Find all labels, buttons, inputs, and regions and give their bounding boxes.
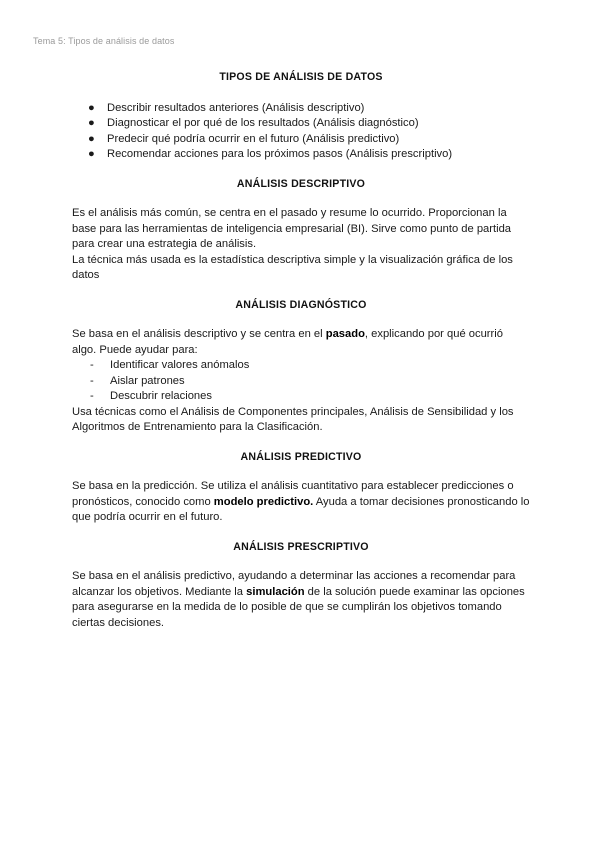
descriptivo-paragraph-1: Es el análisis más común, se centra en el pasado y resume lo ocurrido. Proporcionan la base para las herramientas de inteligencia empresarial (BI). Sirve como punto de partida para crear una estrategia de análisis. — [72, 207, 512, 250]
text-run: Ayuda a tomar decisiones pronosticando lo que podría ocurrir en el futuro. — [72, 495, 530, 523]
document-body — [72, 70, 530, 631]
list-item — [72, 374, 530, 390]
bullet-icon: ● — [88, 132, 95, 145]
list-item — [70, 147, 530, 163]
diagnostico-paragraph-2: Usa técnicas como el Análisis de Componentes principales, Análisis de Sensibilidad y los Algoritmos de Entrenamiento para la Clasificación. — [72, 405, 514, 433]
diagnostico-paragraph-1 — [72, 327, 530, 358]
list-item-text: Diagnosticar el por qué de los resultados (Análisis diagnóstico) — [107, 117, 419, 129]
dash-marker: - — [90, 390, 94, 402]
list-item — [72, 389, 530, 405]
list-item — [70, 101, 530, 117]
list-item-text: Describir resultados anteriores (Análisis descriptivo) — [107, 101, 365, 114]
text-run: , explicando por qué ocurrió algo. Puede ayudar para: — [72, 328, 503, 356]
descriptivo-paragraph-2: La técnica más usada es la estadística descriptiva simple y la visualización gráfica de los datos — [72, 253, 513, 281]
bold-term: simulación — [246, 585, 305, 598]
running-header: Tema 5: Tipos de análisis de datos — [33, 36, 175, 46]
text-run: Se basa en el análisis descriptivo y se centra en el — [72, 328, 326, 340]
list-item — [70, 132, 530, 148]
document-title: TIPOS DE ANÁLISIS DE DATOS — [219, 71, 383, 83]
bullet-icon: ● — [88, 117, 95, 129]
list-item-text: Identificar valores anómalos — [110, 359, 250, 371]
list-item-text: Recomendar acciones para los próximos pasos (Análisis prescriptivo) — [107, 148, 453, 160]
diagnostico-dash-list — [72, 358, 530, 405]
bold-term: pasado — [325, 328, 365, 340]
section-heading-predictivo: ANÁLISIS PREDICTIVO — [240, 450, 362, 463]
section-heading-prescriptivo: ANÁLISIS PRESCRIPTIVO — [233, 540, 369, 553]
list-item-text: Predecir qué podría ocurrir en el futuro (Análisis predictivo) — [107, 132, 400, 145]
text-run: Se basa en la predicción. Se utiliza el análisis cuantitativo para establecer predicciones o pronósticos, conocido como — [72, 480, 514, 508]
dash-marker: - — [90, 359, 94, 371]
dash-marker: - — [90, 374, 94, 387]
list-item — [70, 116, 530, 132]
predictivo-paragraph-1 — [72, 479, 530, 526]
intro-bullet-list — [72, 101, 530, 163]
list-item-text: Descubrir relaciones — [110, 390, 212, 402]
list-item-text: Aislar patrones — [110, 374, 185, 387]
bullet-icon: ● — [88, 148, 95, 160]
text-run: Se basa en el análisis predictivo, ayudando a determinar las acciones a recomendar para alcanzar los objetivos. Mediante la — [72, 570, 516, 598]
bold-term: modelo predictivo. — [213, 495, 314, 508]
section-heading-descriptivo: ANÁLISIS DESCRIPTIVO — [236, 177, 366, 190]
bullet-icon: ● — [88, 101, 95, 114]
text-run: de la solución puede examinar las opciones para asegurarse en la medida de lo posible de que se cumplirán los objetivos tomando ciertas decisiones. — [72, 585, 525, 629]
prescriptivo-paragraph-1 — [72, 569, 530, 631]
list-item — [72, 358, 530, 374]
section-heading-diagnostico: ANÁLISIS DIAGNÓSTICO — [235, 298, 367, 311]
